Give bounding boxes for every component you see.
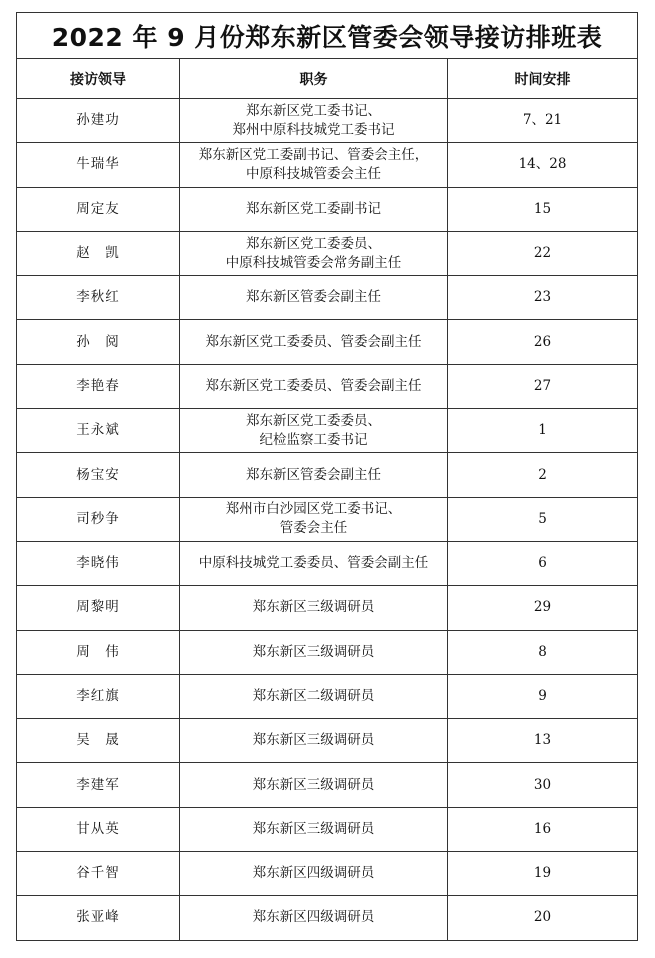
leader-name-cell: 李建军 — [17, 763, 180, 807]
post-line: 郑州市白沙园区党工委书记、 — [225, 501, 402, 518]
schedule-days-cell: 19 — [448, 852, 638, 896]
schedule-days-cell: 5 — [448, 497, 638, 541]
table-row — [17, 586, 638, 630]
leader-name-cell: 李红旗 — [17, 674, 180, 718]
post-line: 郑东新区党工委委员、 — [246, 412, 381, 429]
post-line: 中原科技城管委会常务副主任 — [225, 254, 402, 271]
table-row — [17, 852, 638, 896]
schedule-days-cell: 30 — [448, 763, 638, 807]
leader-name-cell: 李秋红 — [17, 276, 180, 320]
post-line: 郑东新区党工委副书记 — [246, 200, 381, 217]
table-row — [17, 807, 638, 851]
post-line: 郑东新区三级调研员 — [252, 643, 375, 660]
leader-name-cell: 李艳春 — [17, 364, 180, 408]
leader-name-cell: 司秒争 — [17, 497, 180, 541]
post-cell — [180, 541, 448, 585]
post-cell — [180, 852, 448, 896]
schedule-days-cell: 26 — [448, 320, 638, 364]
post-line: 郑东新区四级调研员 — [252, 865, 375, 882]
schedule-days-cell: 8 — [448, 630, 638, 674]
post-cell — [180, 143, 448, 187]
leader-name-cell: 杨宝安 — [17, 453, 180, 497]
post-cell — [180, 807, 448, 851]
table-body — [17, 99, 638, 941]
table-row — [17, 99, 638, 143]
title-row — [17, 13, 638, 59]
leader-name-cell: 孙 阅 — [17, 320, 180, 364]
post-line: 郑东新区三级调研员 — [252, 732, 375, 749]
post-line: 郑东新区党工委委员、 — [246, 235, 381, 252]
schedule-days-cell: 16 — [448, 807, 638, 851]
leader-name-cell: 赵 凯 — [17, 231, 180, 275]
leader-name-cell: 张亚峰 — [17, 896, 180, 940]
post-line: 郑东新区二级调研员 — [252, 688, 375, 704]
post-cell — [180, 586, 448, 630]
leader-name-cell: 王永斌 — [17, 409, 180, 453]
post-cell — [180, 674, 448, 718]
leader-name-cell: 甘从英 — [17, 807, 180, 851]
post-line: 管委会主任 — [279, 520, 348, 537]
post-line: 郑东新区三级调研员 — [252, 599, 375, 616]
post-line: 郑东新区党工委副书记、管委会主任， — [198, 146, 429, 163]
post-line: 郑东新区三级调研员 — [252, 820, 375, 837]
post-cell — [180, 896, 448, 940]
post-cell — [180, 763, 448, 807]
table-row — [17, 187, 638, 231]
table-row — [17, 674, 638, 718]
leader-name-cell: 李晓伟 — [17, 541, 180, 585]
schedule-table — [16, 12, 638, 941]
schedule-days-cell: 15 — [448, 187, 638, 231]
schedule-days-cell: 20 — [448, 896, 638, 940]
leader-name-cell: 孙建功 — [17, 99, 180, 143]
schedule-days-cell: 13 — [448, 719, 638, 763]
header-time: 时间安排 — [448, 59, 638, 99]
schedule-days-cell: 29 — [448, 586, 638, 630]
table-row — [17, 409, 638, 453]
table-row — [17, 630, 638, 674]
post-line: 郑东新区四级调研员 — [252, 909, 375, 926]
table-row — [17, 763, 638, 807]
table-row — [17, 320, 638, 364]
post-cell — [180, 99, 448, 143]
schedule-days-cell: 7、21 — [448, 99, 638, 143]
post-line: 中原科技城党工委委员、管委会副主任 — [198, 555, 429, 572]
table-row — [17, 453, 638, 497]
leader-name-cell: 周黎明 — [17, 586, 180, 630]
table-title: 2022 年 9 月份郑东新区管委会领导接访排班表 — [17, 13, 638, 59]
post-cell — [180, 453, 448, 497]
post-cell — [180, 409, 448, 453]
schedule-days-cell: 27 — [448, 364, 638, 408]
post-cell — [180, 320, 448, 364]
header-row — [17, 59, 638, 99]
post-line: 郑东新区三级调研员 — [252, 776, 375, 793]
leader-name-cell: 谷千智 — [17, 852, 180, 896]
post-cell — [180, 231, 448, 275]
schedule-days-cell: 23 — [448, 276, 638, 320]
schedule-days-cell: 14、28 — [448, 143, 638, 187]
table-row — [17, 231, 638, 275]
schedule-days-cell: 2 — [448, 453, 638, 497]
post-line: 郑州中原科技城党工委书记 — [232, 121, 395, 138]
schedule-days-cell: 9 — [448, 674, 638, 718]
post-cell — [180, 187, 448, 231]
leader-name-cell: 周 伟 — [17, 630, 180, 674]
table-row — [17, 276, 638, 320]
leader-name-cell: 牛瑞华 — [17, 143, 180, 187]
post-cell — [180, 630, 448, 674]
table-row — [17, 719, 638, 763]
schedule-days-cell: 22 — [448, 231, 638, 275]
post-cell — [180, 276, 448, 320]
table-row — [17, 541, 638, 585]
post-cell — [180, 719, 448, 763]
table-row — [17, 896, 638, 940]
header-name: 接访领导 — [17, 59, 180, 99]
post-line: 中原科技城管委会主任 — [246, 165, 381, 182]
header-post: 职务 — [180, 59, 448, 99]
table-row — [17, 364, 638, 408]
post-line: 郑东新区党工委委员、管委会副主任 — [205, 377, 422, 394]
post-line: 郑东新区党工委委员、管委会副主任 — [205, 333, 422, 350]
post-cell — [180, 497, 448, 541]
leader-name-cell: 吴 晟 — [17, 719, 180, 763]
post-line: 郑东新区管委会副主任 — [246, 289, 381, 306]
post-line: 郑东新区管委会副主任 — [246, 466, 381, 483]
post-line: 郑东新区党工委书记、 — [246, 102, 381, 119]
post-line: 纪检监察工委书记 — [259, 431, 368, 448]
table-row — [17, 497, 638, 541]
leader-name-cell: 周定友 — [17, 187, 180, 231]
schedule-days-cell: 1 — [448, 409, 638, 453]
schedule-days-cell: 6 — [448, 541, 638, 585]
table-row — [17, 143, 638, 187]
post-cell — [180, 364, 448, 408]
